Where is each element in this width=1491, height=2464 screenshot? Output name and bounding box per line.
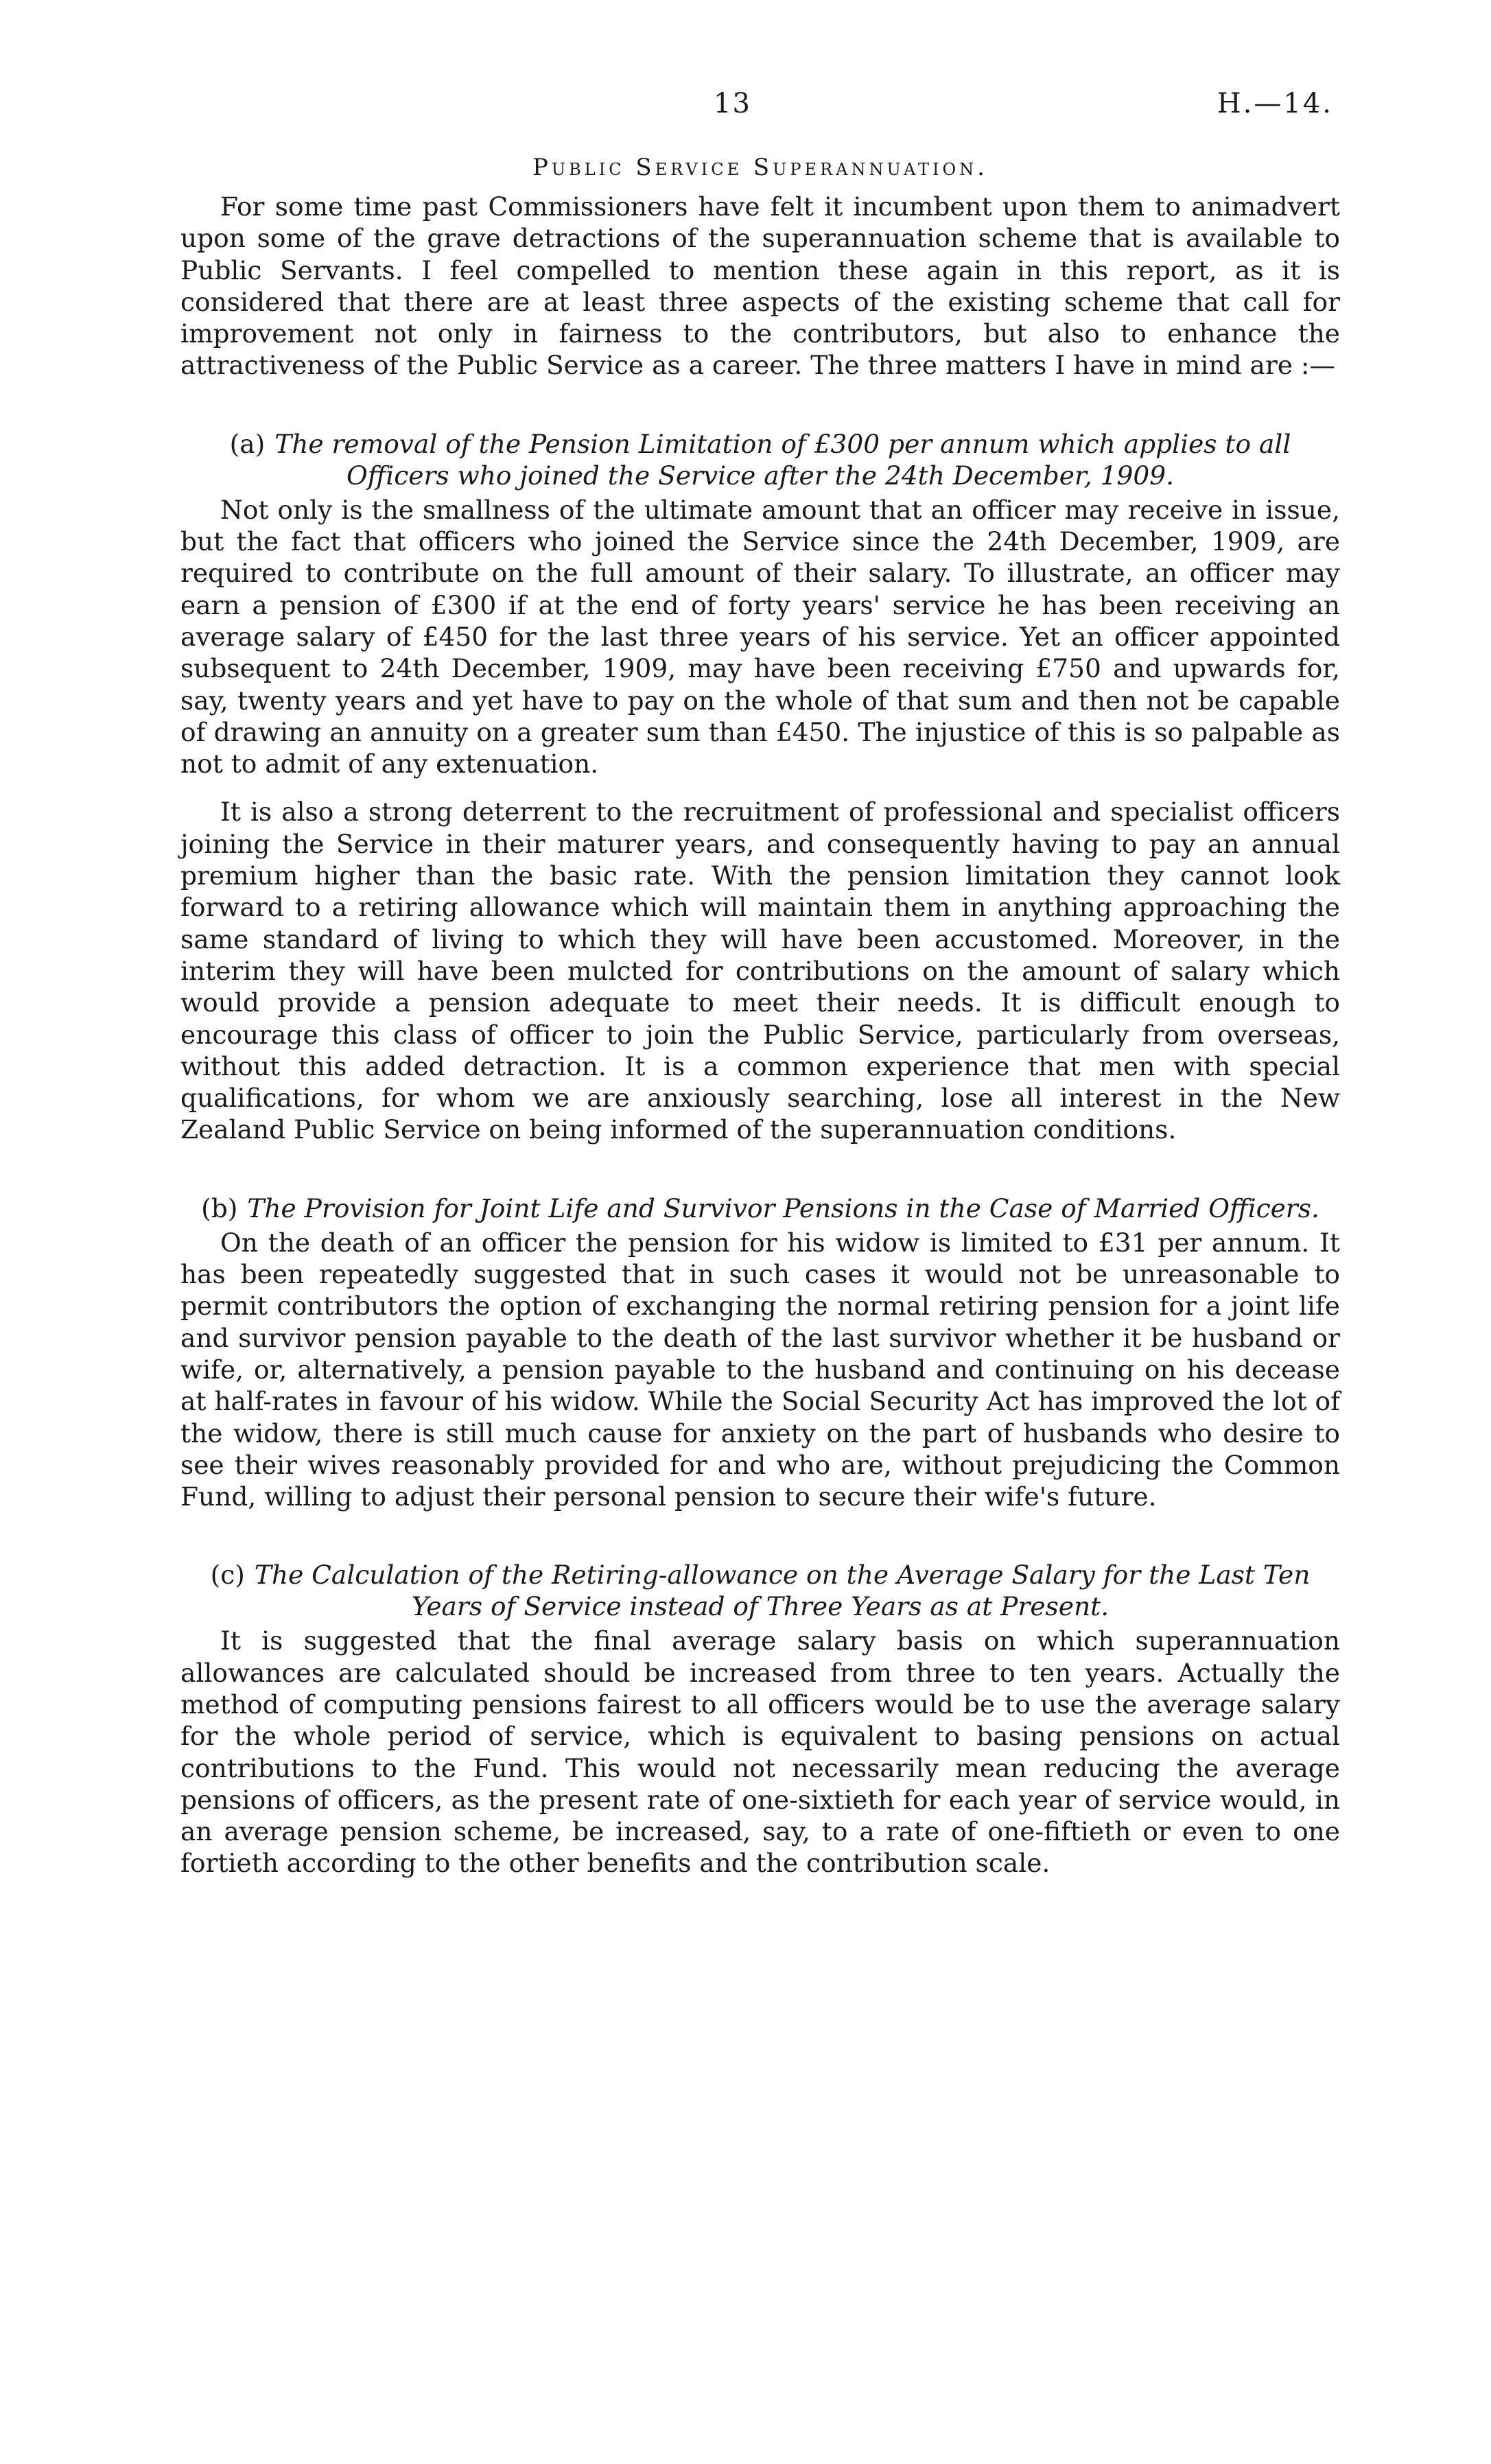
item-a-paragraph-2: It is also a strong deterrent to the recruitment of professional and specialist officers joining the Service in their maturer years, and consequently having to pay an annual premium higher than the basic rate. With the pension limitation they cannot look forward to a retiring allowance which will maintain them in anything approaching the same standard of living to which they will have been accustomed. Moreover, in the interim they will have been mulcted for contributions on the amount of salary which would provide a pension adequate to meet their needs. It is difficult enough to encourage this class of officer to join the Public Service, particularly from overseas, without this added detraction. It is a common experience that men with special qualifications, for whom we are anxiously searching, lose all interest in the New Zealand Public Service on being informed of the superannuation conditions. <box>180 797 1340 1145</box>
item-a-paragraph-1: Not only is the smallness of the ultimate amount that an officer may receive in issue, but the fact that officers who joined the Service since the 24th December, 1909, are required to contribute on the full amount of their salary. To illustrate, an officer may earn a pension of £300 if at the end of forty years' service he has been receiving an average salary of £450 for the last three years of his service. Yet an officer appointed subsequent to 24th December, 1909, may have been receiving £750 and upwards for, say, twenty years and yet have to pay on the whole of that sum and then not be capable of drawing an annuity on a greater sum than £450. The injustice of this is so palpable as not to admit of any extenuation. <box>180 494 1340 779</box>
item-c <box>180 1559 1340 1879</box>
item-b <box>180 1193 1340 1513</box>
item-c-paragraph-1: It is suggested that the final average salary basis on which superannuation allowances are calculated should be increased from three to ten years. Actually the method of computing pensions fairest to all officers would be to use the average salary for the whole period of service, which is equivalent to basing pensions on actual contributions to the Fund. This would not necessarily mean reducing the average pensions of officers, as the present rate of one-sixtieth for each year of service would, in an average pension scheme, be increased, say, to a rate of one-fiftieth or even to one fortieth according to the other benefits and the contribution scale. <box>180 1626 1340 1879</box>
page-number: 13 <box>714 88 751 119</box>
document-reference: H.—14. <box>1217 88 1333 119</box>
intro-paragraph: For some time past Commissioners have felt it incumbent upon them to animadvert upon some of the grave detractions of the superannuation scheme that is available to Public Servants. I feel compelled to mention these again in this report, as it is considered that there are at least three aspects of the existing scheme that call for improvement not only in fairness to the contributors, but also to enhance the attractiveness of the Public Service as a career. The three matters I have in mind are :— <box>180 191 1340 381</box>
section-title: Public Service Superannuation. <box>532 154 988 181</box>
item-c-letter: (c) <box>210 1560 245 1591</box>
item-b-heading-text: The Provision for Joint Life and Survivor Pensions in the Case of Married Officers. <box>247 1193 1319 1223</box>
item-c-heading <box>180 1559 1340 1622</box>
item-a-heading <box>180 428 1340 491</box>
item-a-heading-text: The removal of the Pension Limitation of £300 per annum which applies to all Officers who joined the Service after the 24th December, 1909. <box>274 428 1291 491</box>
item-a <box>180 428 1340 1146</box>
item-b-letter: (b) <box>201 1193 238 1223</box>
document-body <box>180 152 1340 1879</box>
item-a-letter: (a) <box>229 428 266 459</box>
item-b-heading <box>180 1193 1340 1224</box>
item-b-paragraph-1: On the death of an officer the pension for his widow is limited to £31 per annum. It has been repeatedly suggested that in such cases it would not be unreasonable to permit contributors the option of exchanging the normal retiring pension for a joint life and survivor pension payable to the death of the last survivor whether it be husband or wife, or, alternatively, a pension payable to the husband and continuing on his decease at half-rates in favour of his widow. While the Social Security Act has improved the lot of the widow, there is still much cause for anxiety on the part of husbands who desire to see their wives reasonably provided for and who are, without prejudicing the Common Fund, willing to adjust their personal pension to secure their wife's future. <box>180 1227 1340 1512</box>
item-c-heading-text: The Calculation of the Retiring-allowance on the Average Salary for the Last Ten Years of Service instead of Three Years as at Present. <box>254 1560 1311 1622</box>
